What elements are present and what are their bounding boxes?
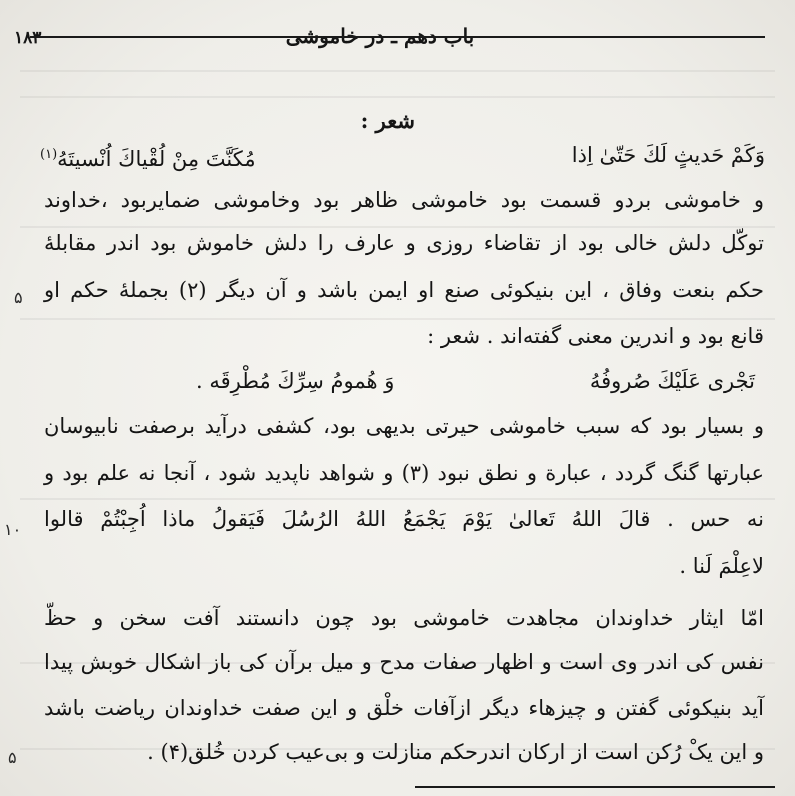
text-line: قانع بود و اندرین معنی گفته‌اند . شعر :	[427, 324, 764, 348]
text-line: امّا ایثار خداوندان مجاهدت خاموشی بود چون دانستند آفت سخن و حظّ	[44, 606, 764, 630]
show-through-line	[20, 96, 775, 98]
text-line: عبارتها گنگ گردد ، عبارة و نطق نبود (۳) و شواهد ناپدید شود ، آنجا نه علم بود و	[44, 461, 764, 485]
text-line: و این یکْ رُکن است از ارکان اندرحکم منازلت و بی‌عیب کردن خُلق(۴) .	[147, 740, 764, 764]
text-line: لاعِلْمَ لَنا .	[679, 554, 764, 578]
text-line: آید بنیکوئی گفتن و چیزهاء دیگر ازآفات خلْق و این صفت خداوندان ریاضت باشد	[44, 696, 764, 720]
text-line: و خاموشی بردو قسمت بود خاموشی ظاهر بود وخاموشی ضمایربود ،خداوند	[44, 188, 764, 212]
margin-line-number: ۱۰	[4, 520, 22, 539]
running-head: باب دهم ـ در خاموشی	[285, 24, 475, 48]
verse-hemistich-right: وَكَمْ حَديثٍ لَكَ حَتّیٰ اِذا	[571, 143, 765, 167]
text-line: و بسیار بود که سبب خاموشی حیرتی بدیهی بود، کشفی درآید برصفت نابیوسان	[44, 414, 764, 438]
bottom-rule	[415, 786, 775, 788]
verse-hemistich-left: وَ هُمومُ سِرِّكَ مُطْرِقَه .	[196, 369, 395, 393]
margin-line-number: ۵	[14, 288, 23, 307]
margin-line-number: ۵	[8, 748, 17, 767]
header-rule	[30, 36, 765, 38]
show-through-line	[20, 226, 775, 228]
show-through-line	[20, 70, 775, 72]
verse-hemistich-left: مُكَنَّتَ مِنْ لُقْیاكَ اُنْسیتَهُ$^{(۱)}$	[40, 147, 256, 171]
text-line: نفس کی اندر وی است و اظهار صفات مدح و میل برآن کی باز اشکال خوبش پیدا	[44, 650, 764, 674]
text-line: حکم بنعت وفاق ، این بنیکوئی صنع او ایمن باشد و آن دیگر (۲) بجملهٔ حکم او	[44, 278, 764, 302]
text-line: نه حس . قالَ اللهُ تَعالیٰ یَوْمَ یَجْمَعُ اللهُ الرُسُلَ فَیَقولُ ماذا اُجِبْتُمْ قالوا	[44, 507, 764, 531]
verse-hemistich-right: تَجْری عَلَیْكَ صُروفُهُ	[589, 369, 755, 393]
page-number: ۱۸۳	[14, 28, 42, 48]
footnote-mark: (۱)	[40, 147, 58, 162]
show-through-line	[20, 318, 775, 320]
poem-label: شعر :	[360, 108, 415, 133]
text-line: توکّل دلش خالی بود از تقاضاء روزی و عارف را دلش خاموش بود اندر مقابلهٔ	[44, 231, 764, 255]
show-through-line	[20, 498, 775, 500]
